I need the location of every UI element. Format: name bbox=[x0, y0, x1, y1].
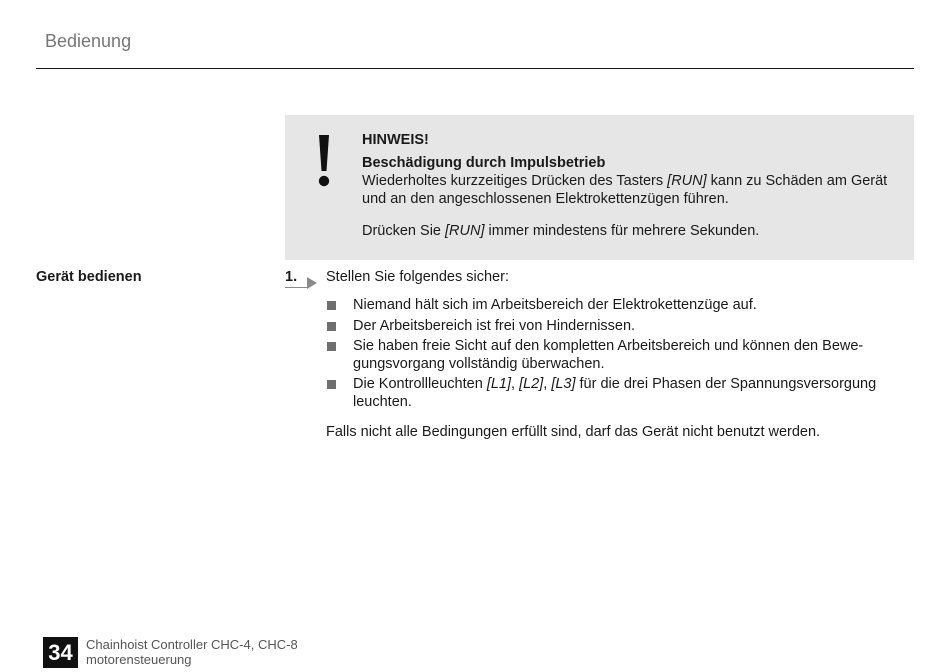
notice-content bbox=[362, 131, 902, 240]
notice-action bbox=[362, 222, 902, 240]
header-divider bbox=[36, 68, 914, 69]
step-text: Stellen Sie folgendes sicher: bbox=[326, 269, 509, 285]
lamp-key-label: [L1] bbox=[486, 376, 511, 392]
notice-heading: Beschädigung durch Impulsbetrieb bbox=[362, 155, 606, 171]
notice-action-text: Drücken Sie bbox=[362, 223, 446, 239]
footer-line: Chainhoist Controller CHC-4, CHC-8 bbox=[86, 637, 298, 652]
list-item-text: für die drei Phasen der Spannungsversorgung leuchten. bbox=[353, 376, 877, 410]
notice-desc-text: Wiederholtes kurzzeitiges Drücken des Tasters bbox=[362, 173, 668, 189]
lamp-key-label: [L3] bbox=[551, 376, 576, 392]
run-key-label: [RUN] bbox=[667, 173, 707, 189]
list-item bbox=[326, 376, 896, 411]
bullet-square-icon bbox=[327, 322, 336, 331]
notice-label: HINWEIS! bbox=[362, 132, 429, 148]
footer-product bbox=[86, 637, 298, 667]
section-heading: Gerät bedienen bbox=[36, 269, 142, 285]
list-item-text: Niemand hält sich im Arbeitsbereich der Elektrokettenzüge auf. bbox=[353, 297, 757, 313]
notice-description bbox=[362, 172, 902, 208]
notice-action-text: immer mindestens für mehrere Sekunden. bbox=[484, 223, 760, 239]
list-item-text: Die Kontrollleuchten bbox=[353, 376, 487, 392]
separator-text: , bbox=[511, 376, 520, 392]
footer-line: motorensteuerung bbox=[86, 652, 192, 667]
bullet-square-icon bbox=[327, 342, 336, 351]
run-key-label: [RUN] bbox=[445, 223, 485, 239]
notice-desc-text: kann zu Schäden am Gerät und an den angeschlossenen Elektrokettenzügen führen. bbox=[362, 173, 888, 207]
list-item bbox=[326, 318, 896, 336]
bullet-square-icon bbox=[327, 301, 336, 310]
step-number: 1. bbox=[285, 269, 298, 285]
list-item-text: Sie haben freie Sicht auf den kompletten Arbeitsbereich und können den Bewe-gungsvorgang vollständig überwachen. bbox=[353, 338, 864, 372]
separator-text: , bbox=[543, 376, 552, 392]
conclusion-text: Falls nicht alle Bedingungen erfüllt sind, darf das Gerät nicht benutzt werden. bbox=[326, 424, 821, 440]
page-number: 34 bbox=[43, 637, 78, 668]
step-underline bbox=[285, 287, 308, 288]
page-section-title: Bedienung bbox=[45, 31, 132, 51]
exclamation-icon bbox=[310, 133, 338, 189]
list-item-text: Der Arbeitsbereich ist frei von Hindernissen. bbox=[353, 317, 636, 334]
lamp-key-label: [L2] bbox=[519, 376, 544, 392]
list-item bbox=[326, 338, 896, 373]
requirements-list bbox=[326, 297, 896, 414]
list-item bbox=[326, 297, 896, 315]
step-arrow-icon bbox=[306, 276, 318, 290]
bullet-square-icon bbox=[327, 380, 336, 389]
